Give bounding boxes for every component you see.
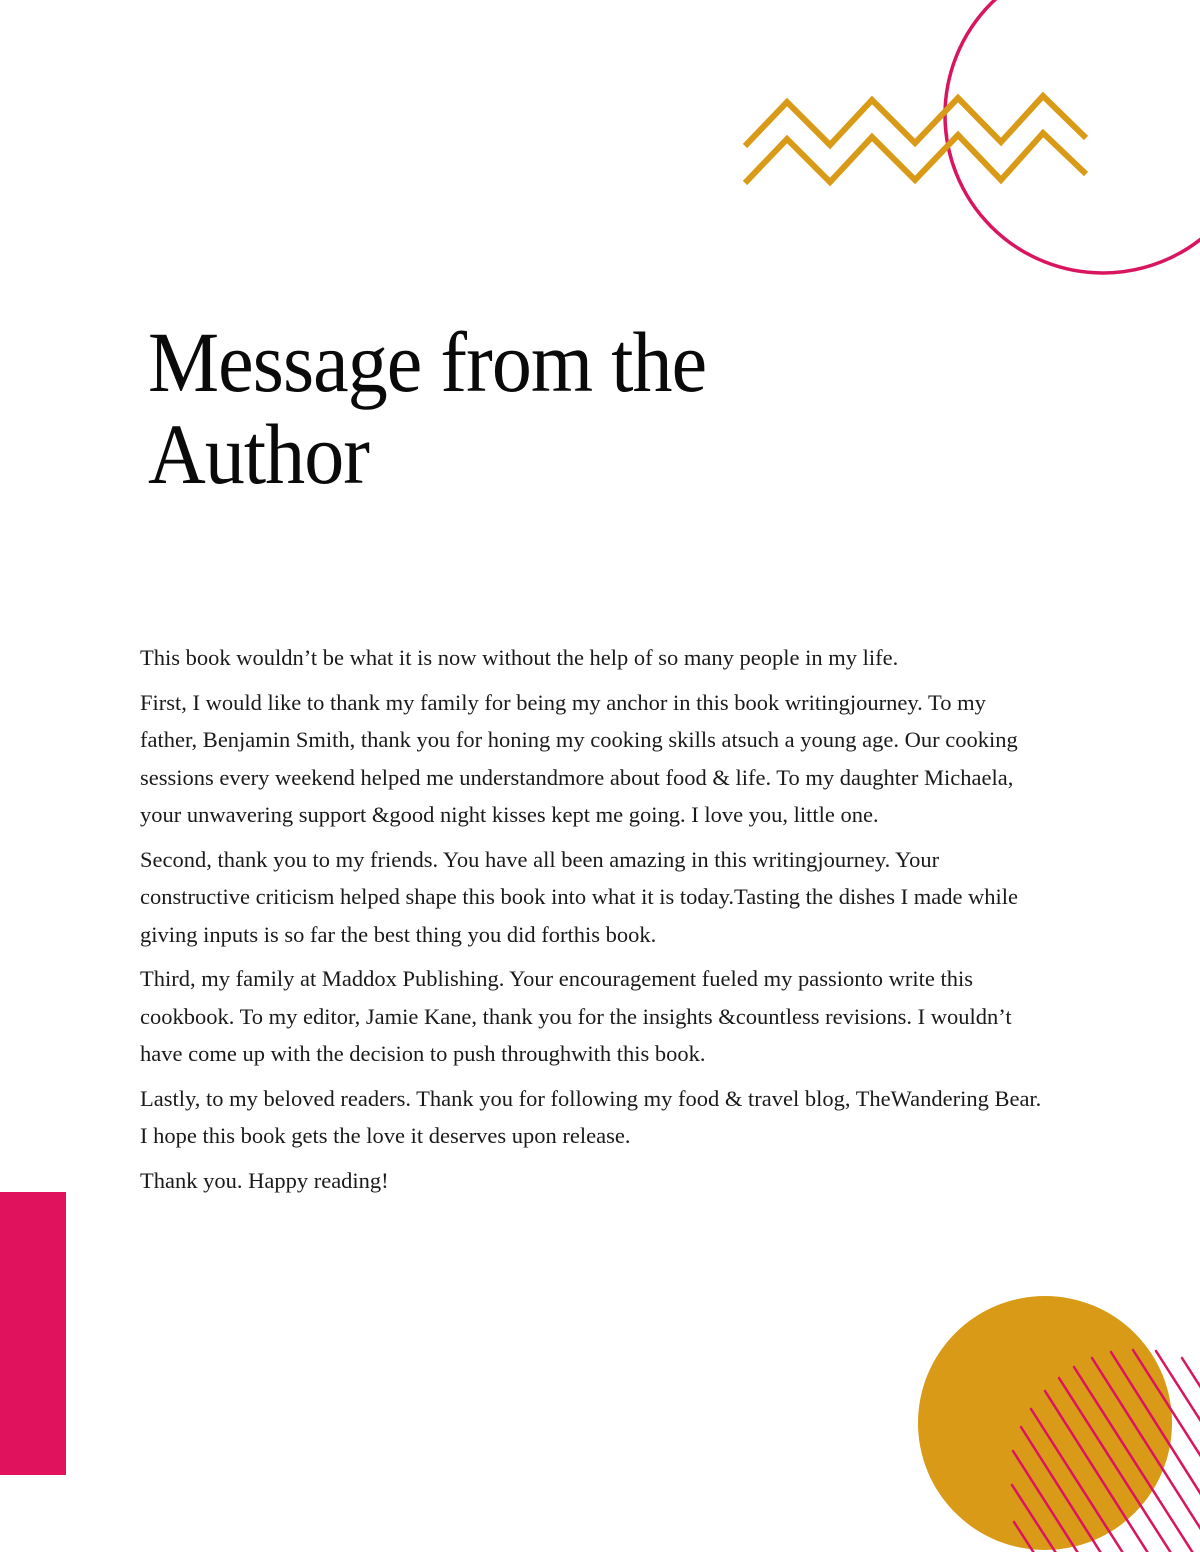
paragraph-publisher	[140, 962, 1100, 1075]
diagonal-stripes-decoration	[1012, 1350, 1200, 1552]
text-line: Third, my family at Maddox Publishing. Your encouragement fueled my passionto write this	[140, 966, 974, 991]
text-line: I hope this book gets the love it deserves upon release.	[140, 1123, 631, 1148]
text-line: father, Benjamin Smith, thank you for honing my cooking skills atsuch a young age. Our cooking	[140, 727, 1018, 752]
text-line: This book wouldn’t be what it is now without the help of so many people in my life.	[140, 645, 899, 670]
paragraph-intro	[140, 641, 1100, 679]
text-line: Lastly, to my beloved readers. Thank you for following my food & travel blog, TheWandering Bear.	[140, 1085, 1042, 1111]
outline-circle-decoration	[945, 0, 1200, 273]
message-body	[140, 641, 1100, 1208]
paragraph-closing	[140, 1164, 1100, 1202]
text-line: Thank you. Happy reading!	[140, 1167, 389, 1193]
text-line: have come up with the decision to push throughwith this book.	[140, 1041, 706, 1066]
title-line-2: Author	[148, 406, 370, 502]
title-line-1: Message from the	[148, 314, 707, 410]
text-line: sessions every weekend helped me understandmore about food & life. To my daughter Michaela,	[140, 764, 1014, 790]
text-line: cookbook. To my editor, Jamie Kane, thank you for the insights &countless revisions. I wouldn’t	[140, 1003, 1012, 1029]
paragraph-family	[140, 686, 1100, 836]
pink-bar-decoration	[0, 1192, 66, 1475]
zigzag-decoration	[745, 96, 1086, 183]
text-line: Second, thank you to my friends. You have all been amazing in this writingjourney. Your	[140, 846, 940, 872]
text-line: First, I would like to thank my family for being my anchor in this book writingjourney. To my	[140, 689, 986, 715]
page-title	[148, 316, 706, 500]
gold-circle-decoration	[918, 1296, 1172, 1550]
paragraph-readers	[140, 1082, 1100, 1157]
paragraph-friends	[140, 843, 1100, 956]
text-line: your unwavering support &good night kisses kept me going. I love you, little one.	[140, 802, 879, 827]
text-line: constructive criticism helped shape this book into what it is today.Tasting the dishes I made while	[140, 884, 1019, 909]
text-line: giving inputs is so far the best thing you did forthis book.	[140, 921, 657, 947]
